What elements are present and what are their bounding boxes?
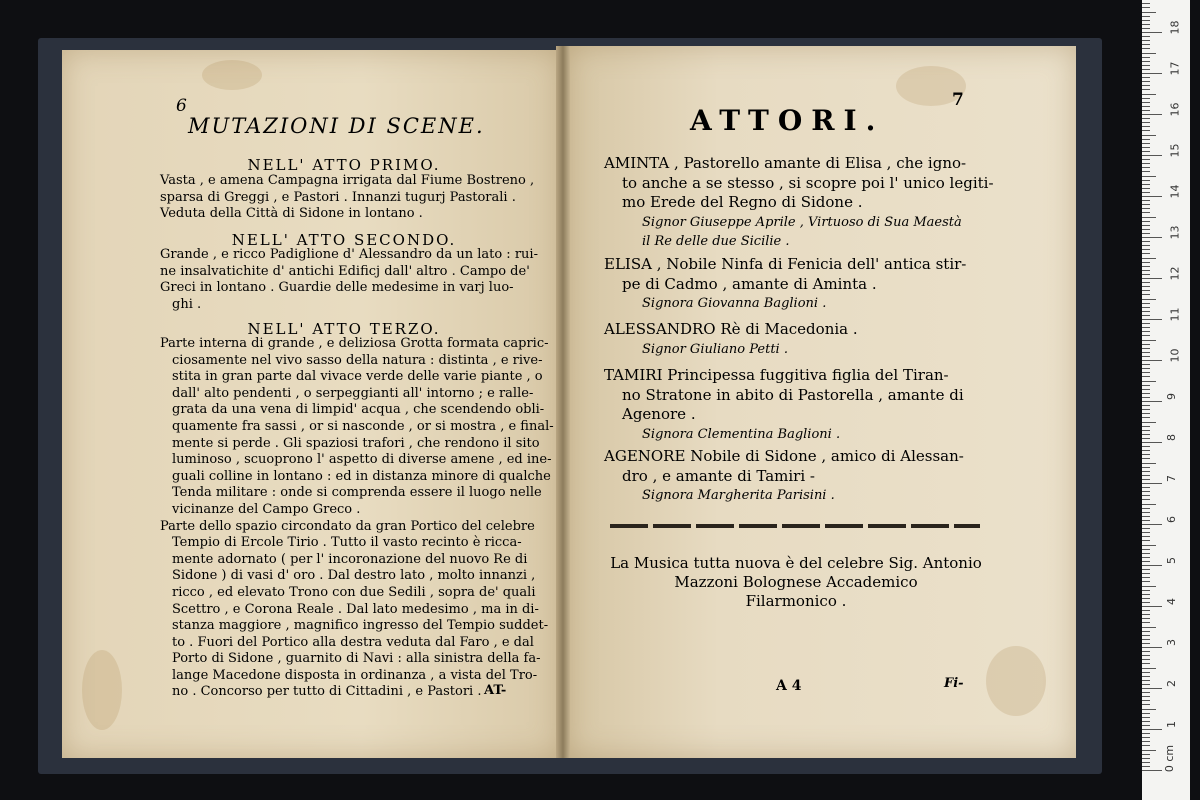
ruler-tick xyxy=(1142,171,1150,172)
ruler-tick xyxy=(1142,340,1156,341)
actor-aminta: AMINTA , Pastorello amante di Elisa , che igno- to anche a se stesso , si scopre poi l' unico legiti- mo Erede del Regno di Sidone . Signor Giuseppe Aprile , Virtuoso di Sua Maestà il Re delle due Sicilie . xyxy=(604,154,994,249)
ruler-tick xyxy=(1142,475,1150,476)
ruler-tick xyxy=(1142,85,1150,86)
ruler-tick xyxy=(1142,12,1156,13)
ruler-tick xyxy=(1142,294,1150,295)
ruler-tick xyxy=(1142,163,1150,164)
ruler-tick xyxy=(1142,139,1150,140)
ruler-tick xyxy=(1142,282,1150,283)
ruler-number: 13 xyxy=(1168,225,1182,240)
ruler-tick xyxy=(1142,270,1150,271)
ruler-number: 16 xyxy=(1168,102,1182,117)
ruler-tick xyxy=(1142,692,1150,693)
left-page-title: MUTAZIONI DI SCENE. xyxy=(188,114,485,138)
ruler-tick xyxy=(1142,545,1156,546)
ruler-tick xyxy=(1142,290,1150,291)
ruler-tick xyxy=(1142,335,1150,336)
book-gutter xyxy=(556,46,570,758)
ruler-tick xyxy=(1142,159,1150,160)
ruler-tick xyxy=(1142,454,1150,455)
ruler-tick xyxy=(1142,381,1156,382)
ruler-tick xyxy=(1142,524,1162,525)
ruler-tick xyxy=(1142,3,1150,4)
ruler-tick xyxy=(1142,627,1156,628)
ruler-tick xyxy=(1142,130,1150,131)
ruler-tick xyxy=(1142,573,1150,574)
ruler-tick xyxy=(1142,106,1150,107)
ruler-tick xyxy=(1142,569,1150,570)
ruler-tick xyxy=(1142,258,1156,259)
ruler-tick xyxy=(1142,126,1150,127)
ruler-tick xyxy=(1142,389,1150,390)
ruler-tick xyxy=(1142,98,1150,99)
ruler-tick xyxy=(1142,118,1150,119)
ruler-tick xyxy=(1142,122,1150,123)
act-three-heading: NELL' ATTO TERZO. xyxy=(247,320,441,338)
ruler-tick xyxy=(1142,253,1150,254)
ruler-tick xyxy=(1142,536,1150,537)
ruler-tick xyxy=(1142,479,1150,480)
ruler-tick xyxy=(1142,331,1150,332)
ruler-tick xyxy=(1142,200,1150,201)
ruler-tick xyxy=(1142,467,1150,468)
ruler-tick xyxy=(1142,249,1150,250)
ruler-number: 17 xyxy=(1168,61,1182,76)
ruler-tick xyxy=(1142,610,1150,611)
ruler-tick xyxy=(1142,147,1150,148)
ruler-tick xyxy=(1142,16,1150,17)
ruler-tick xyxy=(1142,110,1150,111)
ruler-tick xyxy=(1142,655,1150,656)
ruler-tick xyxy=(1142,155,1162,156)
ruler-tick xyxy=(1142,651,1150,652)
ruler-tick xyxy=(1142,229,1150,230)
ruler-number: 3 xyxy=(1165,639,1178,646)
ruler-tick xyxy=(1142,151,1150,152)
ruler-tick xyxy=(1142,36,1150,37)
ruler-tick xyxy=(1142,417,1150,418)
ruler-tick xyxy=(1142,315,1150,316)
ruler-tick xyxy=(1142,180,1150,181)
ruler-tick xyxy=(1142,319,1162,320)
ruler-tick xyxy=(1142,413,1150,414)
ruler-tick xyxy=(1142,102,1150,103)
ruler-number: 7 xyxy=(1165,475,1178,482)
ruler-tick xyxy=(1142,709,1156,710)
ruler-tick xyxy=(1142,81,1150,82)
ruler-tick xyxy=(1142,487,1150,488)
ruler-tick xyxy=(1142,745,1150,746)
ruler-tick xyxy=(1142,430,1150,431)
ruler-tick xyxy=(1142,696,1150,697)
ruler-tick xyxy=(1142,766,1150,767)
act-two-heading: NELL' ATTO SECONDO. xyxy=(231,231,457,249)
left-catchword: AT- xyxy=(484,683,507,698)
ruler-tick xyxy=(1142,688,1162,689)
ruler-tick xyxy=(1142,20,1150,21)
ruler-tick xyxy=(1142,520,1150,521)
ruler-tick xyxy=(1142,40,1150,41)
ruler-number: 6 xyxy=(1165,516,1178,523)
ruler-tick xyxy=(1142,196,1162,197)
ruler-tick xyxy=(1142,659,1150,660)
ruler-tick xyxy=(1142,397,1150,398)
ruler-tick xyxy=(1142,184,1150,185)
ruler-unit-label: 0 cm xyxy=(1163,744,1177,773)
ruler-tick xyxy=(1142,565,1162,566)
ruler-tick xyxy=(1142,352,1150,353)
ruler-tick xyxy=(1142,704,1150,705)
ruler-tick xyxy=(1142,114,1162,115)
ruler-tick xyxy=(1142,348,1150,349)
signature-mark: A 4 xyxy=(776,678,802,694)
ruler-tick xyxy=(1142,733,1150,734)
ruler-tick xyxy=(1142,167,1150,168)
ruler-tick xyxy=(1142,217,1156,218)
ruler-tick xyxy=(1142,586,1156,587)
ruler-tick xyxy=(1142,221,1150,222)
ruler-tick xyxy=(1142,94,1156,95)
ruler-tick xyxy=(1142,422,1156,423)
ruler-tick xyxy=(1142,717,1150,718)
act-three-text: Parte interna di grande , e deliziosa Grotta formata capric- ciosamente nel vivo sasso della natura : distinta , e rive- stita in gran parte dal vivace verde delle varie piante , o dall' alto pendenti , o serpeggianti all' intorno ; e ralle- grata da una vena di limpid' acqua , che scendendo obli- quamente fra sassi , or si nasconde , or si mostra , e final- mente si perde . Gli spaziosi trafori , che rendono il sito luminoso , scuoprono l' aspetto di diverse amene , ed ine- guali colline in lontano : ed in distanza minore di qualche Tenda militare : onde si comprenda essere il luogo nelle vicinanze del Campo Greco . Parte dello spazio circondato da gran Portico del celebre Tempio di Ercole Tirio . Tutto il vasto recinto è ricca- mente adornato ( per l' incoronazione del nuovo Re di Sidone ) di vasi d' oro . Dal destro lato , molto innanzi , ricco , ed elevato Trono con due Sedili , sopra de' quali Scettro , e Corona Reale . Dal lato medesimo , ma in di- stanza maggiore , magnifico ingresso del Tempio suddet- to . Fuori del Portico alla destra veduta dal Faro , e dal Porto di Sidone , guarnito di Navi : alla sinistra della fa- lange Macedone disposta in ordinanza , a vista del Tro- no . Concorso per tutto di Cittadini , e Pastori . xyxy=(160,336,554,700)
ruler-tick xyxy=(1142,602,1150,603)
ruler-tick xyxy=(1142,65,1150,66)
ruler-tick xyxy=(1142,528,1150,529)
ruler-tick xyxy=(1142,266,1150,267)
ruler-tick xyxy=(1142,299,1156,300)
ruler-tick xyxy=(1142,577,1150,578)
ruler-tick xyxy=(1142,401,1162,402)
ruler-tick xyxy=(1142,303,1150,304)
ruler-tick xyxy=(1142,274,1150,275)
ruler-tick xyxy=(1142,69,1150,70)
ruler-tick xyxy=(1142,553,1150,554)
ruler-tick xyxy=(1142,434,1150,435)
ruler-tick xyxy=(1142,360,1162,361)
ruler-tick xyxy=(1142,208,1150,209)
actor-elisa: ELISA , Nobile Ninfa di Fenicia dell' antica stir- pe di Cadmo , amante di Aminta . Signora Giovanna Baglioni . xyxy=(604,255,994,314)
ruler-tick xyxy=(1142,376,1150,377)
ruler-tick xyxy=(1142,89,1150,90)
ruler-tick xyxy=(1142,672,1150,673)
ruler-number: 4 xyxy=(1165,598,1178,605)
ruler-tick xyxy=(1142,344,1150,345)
ruler-number: 12 xyxy=(1168,266,1182,281)
ruler-tick xyxy=(1142,647,1162,648)
ruler-tick xyxy=(1142,356,1150,357)
ruler-tick xyxy=(1142,7,1150,8)
ruler-tick xyxy=(1142,721,1150,722)
ruler-tick xyxy=(1142,754,1150,755)
ruler-tick xyxy=(1142,409,1150,410)
ruler-tick xyxy=(1142,57,1150,58)
ruler-number: 8 xyxy=(1165,434,1178,441)
ruler-tick xyxy=(1142,327,1150,328)
performer-aminta: Signor Giuseppe Aprile , Virtuoso di Sua Maestà xyxy=(642,214,962,230)
ruler-tick xyxy=(1142,192,1150,193)
ruler-tick xyxy=(1142,713,1150,714)
ruler-number: 14 xyxy=(1168,184,1182,199)
ruler-tick xyxy=(1142,32,1162,33)
ruler-tick xyxy=(1142,631,1150,632)
ruler-tick xyxy=(1142,758,1150,759)
ruler-tick xyxy=(1142,561,1150,562)
ruler-tick xyxy=(1142,483,1162,484)
ruler-tick xyxy=(1142,368,1150,369)
actor-tamiri: TAMIRI Principessa fuggitiva figlia del Tiran- no Stratone in abito di Pastorella , amante di Agenore . Signora Clementina Baglioni . xyxy=(604,366,994,444)
performer-agenore: Signora Margherita Parisini . xyxy=(642,488,835,503)
ruler-tick xyxy=(1142,237,1162,238)
ruler-number: 10 xyxy=(1168,348,1182,363)
ruler-tick xyxy=(1142,53,1156,54)
ruler-tick xyxy=(1142,323,1150,324)
ruler-tick xyxy=(1142,622,1150,623)
ruler-tick xyxy=(1142,750,1156,751)
ruler-tick xyxy=(1142,499,1150,500)
right-catchword: Fi- xyxy=(944,676,964,691)
ruler-tick xyxy=(1142,24,1150,25)
ruler-tick xyxy=(1142,73,1162,74)
ruler-tick xyxy=(1142,725,1150,726)
ruler-tick xyxy=(1142,393,1150,394)
ruler-tick xyxy=(1142,135,1156,136)
actor-agenore: AGENORE Nobile di Sidone , amico di Alessan- dro , e amante di Tamiri - Signora Margherita Parisini . xyxy=(604,447,994,506)
ruler-tick xyxy=(1142,262,1150,263)
act-two-text: Grande , e ricco Padiglione d' Alessandro da un lato : rui- ne insalvatichite d' antichi Edificj dall' altro . Campo de' Greci in lontano . Guardie delle medesime in varj luo- ghi . xyxy=(160,247,538,312)
ruler-tick xyxy=(1142,204,1150,205)
ruler-tick xyxy=(1142,594,1150,595)
ruler-tick xyxy=(1142,307,1150,308)
ruler-tick xyxy=(1142,639,1150,640)
ruler-tick xyxy=(1142,590,1150,591)
ruler-tick xyxy=(1142,729,1162,730)
ruler-tick xyxy=(1142,668,1156,669)
ruler-tick xyxy=(1142,540,1150,541)
ruler-tick xyxy=(1142,643,1150,644)
ruler-tick xyxy=(1142,557,1150,558)
actor-alessandro: ALESSANDRO Rè di Macedonia . Signor Giuliano Petti . xyxy=(604,320,994,359)
ruler-tick xyxy=(1142,463,1156,464)
ruler-tick xyxy=(1142,663,1150,664)
performer-tamiri: Signora Clementina Baglioni . xyxy=(642,426,841,442)
ruler-number: 15 xyxy=(1168,143,1182,158)
performer-elisa: Signora Giovanna Baglioni . xyxy=(642,296,827,311)
ruler-tick xyxy=(1142,676,1150,677)
ruler-tick xyxy=(1142,61,1150,62)
ruler-tick xyxy=(1142,385,1150,386)
ruler-tick xyxy=(1142,372,1150,373)
ruler-tick xyxy=(1142,225,1150,226)
ruler-tick xyxy=(1142,504,1156,505)
right-page-title: ATTORI. xyxy=(690,104,885,137)
ruler-tick xyxy=(1142,143,1150,144)
ruler-tick xyxy=(1142,741,1150,742)
ruler-tick xyxy=(1142,450,1150,451)
ruler-tick xyxy=(1142,311,1150,312)
ruler-tick xyxy=(1142,700,1150,701)
ruler-tick xyxy=(1142,532,1150,533)
ruler-tick xyxy=(1142,245,1150,246)
ruler-tick xyxy=(1142,549,1150,550)
ruler-tick xyxy=(1142,446,1150,447)
ruler-tick xyxy=(1142,495,1150,496)
ruler-tick xyxy=(1142,614,1150,615)
ruler-tick xyxy=(1142,426,1150,427)
ruler-number: 9 xyxy=(1165,393,1178,400)
ruler-tick xyxy=(1142,581,1150,582)
ruler-tick xyxy=(1142,278,1162,279)
ruler-tick xyxy=(1142,680,1150,681)
ruler-tick xyxy=(1142,598,1150,599)
ruler-tick xyxy=(1142,438,1150,439)
ruler-tick xyxy=(1142,233,1150,234)
ruler-tick xyxy=(1142,618,1150,619)
ruler-tick xyxy=(1142,471,1150,472)
ruler-number: 1 xyxy=(1165,721,1178,728)
performer-alessandro: Signor Giuliano Petti . xyxy=(642,341,788,357)
ruler-tick xyxy=(1142,442,1162,443)
ruler-tick xyxy=(1142,176,1156,177)
ruler-tick xyxy=(1142,491,1150,492)
ruler-tick xyxy=(1142,737,1150,738)
ruler-tick xyxy=(1142,684,1150,685)
ruler-tick xyxy=(1142,606,1162,607)
ruler-tick xyxy=(1142,48,1150,49)
ruler-tick xyxy=(1142,635,1150,636)
right-page-number: 7 xyxy=(952,90,964,110)
ruler-tick xyxy=(1142,28,1150,29)
ruler-tick xyxy=(1142,44,1150,45)
measurement-ruler xyxy=(1142,0,1190,800)
ruler-tick xyxy=(1142,188,1150,189)
ruler-tick xyxy=(1142,241,1150,242)
ruler-tick xyxy=(1142,762,1150,763)
ruler-tick xyxy=(1142,212,1150,213)
ruler-tick xyxy=(1142,512,1150,513)
music-credit: La Musica tutta nuova è del celebre Sig. Antonio Mazzoni Bolognese Accademico Filarmonico . xyxy=(610,554,982,610)
ruler-number: 2 xyxy=(1165,680,1178,687)
ornamental-rule xyxy=(610,524,980,528)
left-page-number: 6 xyxy=(176,96,187,116)
ruler-tick xyxy=(1142,286,1150,287)
ruler-tick xyxy=(1142,77,1150,78)
act-one-heading: NELL' ATTO PRIMO. xyxy=(247,156,441,174)
act-one-text: Vasta , e amena Campagna irrigata dal Fiume Bostreno , sparsa di Greggi , e Pastori . Innanzi tugurj Pastorali . Veduta della Città di Sidone in lontano . xyxy=(160,173,535,222)
ruler-number: 5 xyxy=(1165,557,1178,564)
ruler-tick xyxy=(1142,405,1150,406)
ruler-number: 11 xyxy=(1168,307,1182,322)
ruler-number: 18 xyxy=(1168,20,1182,35)
ruler-tick xyxy=(1142,508,1150,509)
ruler-tick xyxy=(1142,364,1150,365)
ruler-tick xyxy=(1142,458,1150,459)
ruler-tick xyxy=(1142,516,1150,517)
ruler-tick xyxy=(1142,770,1162,771)
